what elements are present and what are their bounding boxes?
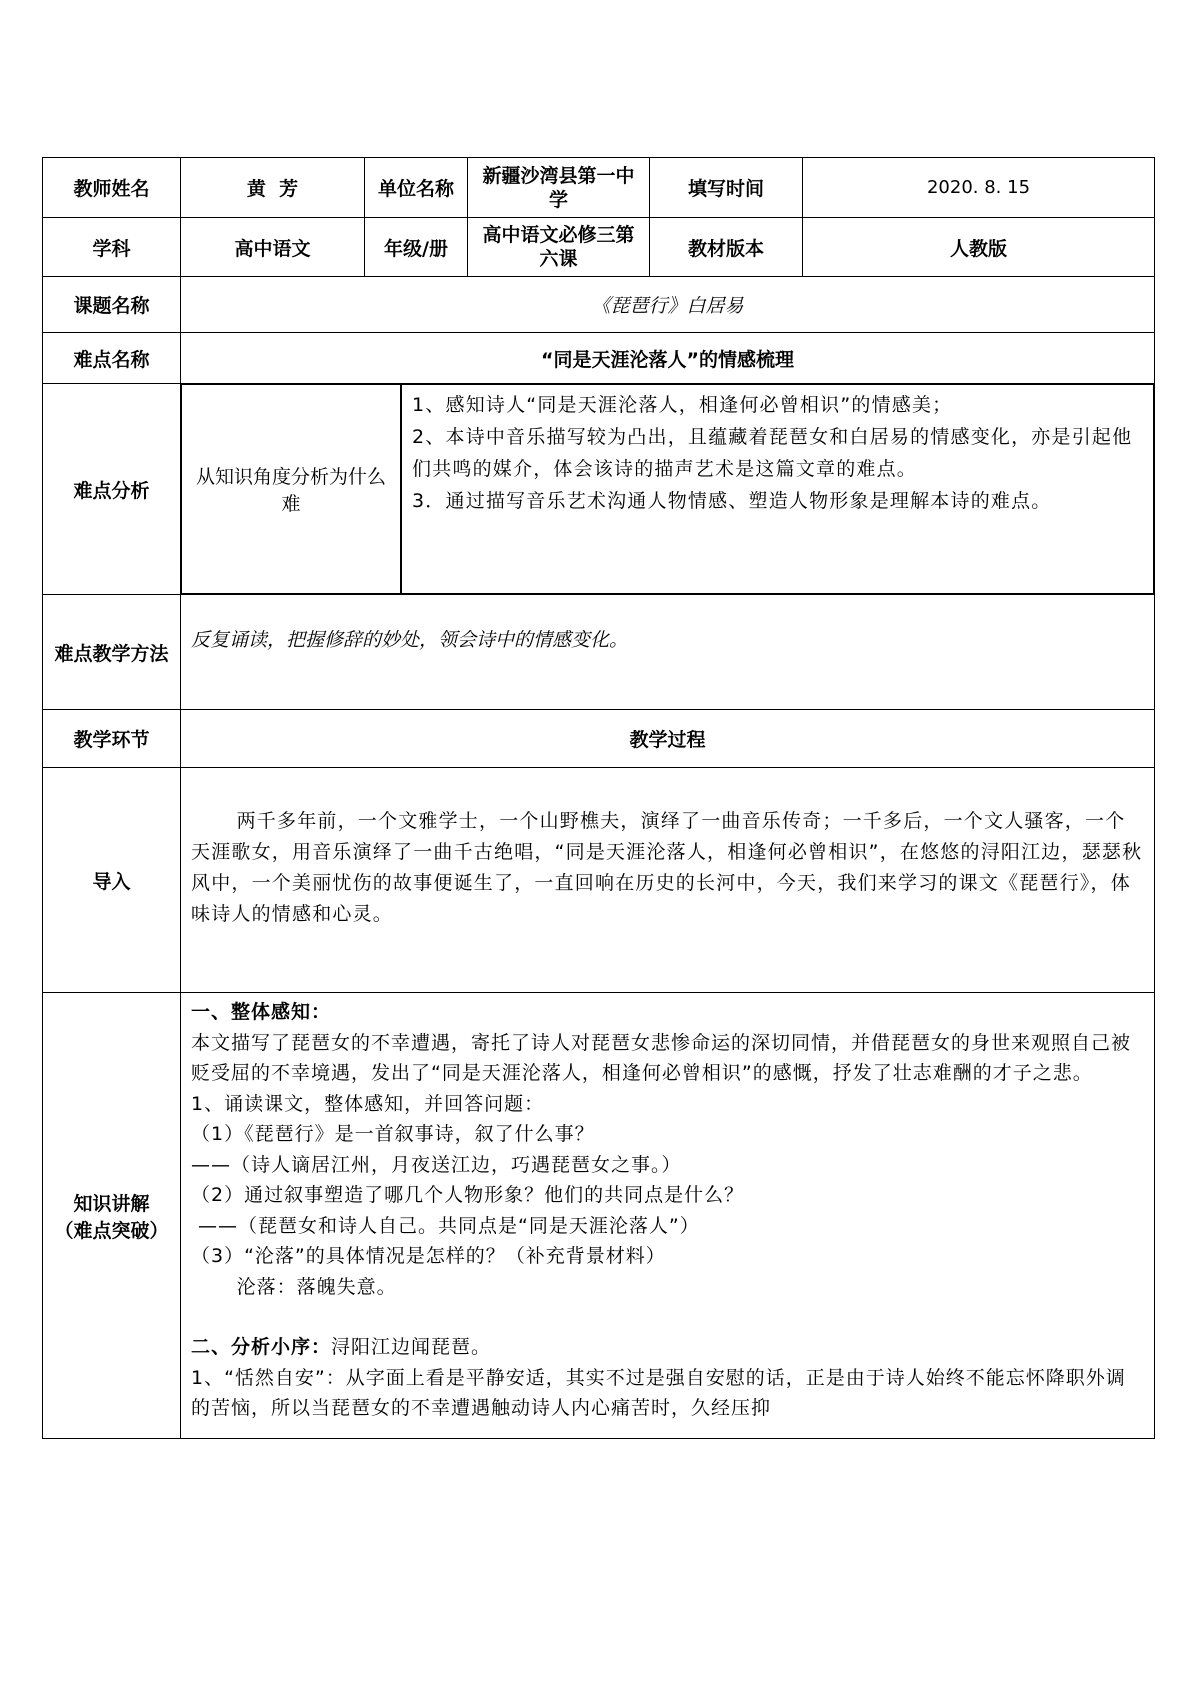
knowledge-cell [181,993,1155,1439]
method-label: 难点教学方法 [43,595,181,710]
section-2-text: 浔阳江边闻琵琶。 [331,1336,492,1358]
section-1-title: 一、整体感知： [191,1001,332,1023]
difficulty-label: 难点名称 [43,333,181,384]
subject-value: 高中语文 [181,218,365,277]
task-text: 1、诵读课文，整体感知，并回答问题： [191,1092,545,1115]
knowledge-label [43,993,181,1439]
topic-row [43,277,1155,333]
grade-value: 高中语文必修三第六课 [468,218,650,277]
summary-text: 本文描写了琵琶女的不幸遭遇，寄托了诗人对琵琶女悲惨命运的深切同情，并借琵琶女的身世来观照自己被贬受屈的不幸境遇，发出了“同是天涯沦落人，相逢何必曾相识”的感慨，抒发了壮志难酬的才子之悲。 [191,1031,1132,1084]
analysis-point-1: 1、感知诗人“同是天涯沦落人，相逢何必曾相识”的情感美； [412,394,953,416]
unit-label: 单位名称 [365,158,468,218]
lesson-plan-sheet [42,157,1154,1439]
method-value: 反复诵读，把握修辞的妙处，领会诗中的情感变化。 [181,595,1155,710]
header-row-1 [43,158,1155,218]
difficulty-value: “同是天涯沦落人”的情感梳理 [181,333,1155,384]
method-row [43,595,1155,710]
teacher-value: 黄 芳 [181,158,365,218]
analysis-label: 难点分析 [43,384,181,595]
process-label: 教学环节 [43,710,181,768]
analysis-subtable [181,384,1154,594]
answer-2: ——（琵琶女和诗人自己。共同点是“同是天涯沦落人”） [191,1214,700,1237]
question-2: （2）通过叙事塑造了哪几个人物形象？他们的共同点是什么？ [191,1184,745,1206]
section-2-title: 二、分析小序： [191,1336,332,1358]
analysis-point-3: 3．通过描写音乐艺术沟通人物情感、塑造人物形象是理解本诗的难点。 [412,490,1052,512]
process-value: 教学过程 [181,710,1155,768]
answer-3: 沦落：落魄失意。 [236,1275,397,1298]
unit-value: 新疆沙湾县第一中学 [468,158,650,218]
process-header-row [43,710,1155,768]
analysis-cell [181,384,1155,595]
topic-value: 《琵琶行》白居易 [181,277,1155,333]
analysis-sub-label: 从知识角度分析为什么难 [182,385,402,594]
intro-text: 两千多年前，一个文雅学士，一个山野樵夫，演绎了一曲音乐传奇；一千多后，一个文人骚客，一个天涯歌女，用音乐演绎了一曲千古绝唱，“同是天涯沦落人，相逢何必曾相识”，在悠悠的浔阳江边，瑟瑟秋风中，一个美丽忧伤的故事便诞生了，一直回响在历史的长河中，今天，我们来学习的课文《琵琶行》，体味诗人的情感和心灵。 [191,810,1143,925]
knowledge-label-line-2: （难点突破） [54,1219,169,1242]
date-value: 2020. 8. 15 [803,158,1155,218]
point-1-text: 1、“恬然自安”：从字面上看是平静安适，其实不过是强自安慰的话，正是由于诗人始终不能忘怀降职外调的苦恼，所以当琵琶女的不幸遭遇触动诗人内心痛苦时，久经压抑 [191,1366,1126,1419]
analysis-points [401,385,1154,594]
difficulty-row [43,333,1155,384]
date-label: 填写时间 [650,158,803,218]
knowledge-label-line-1: 知识讲解 [73,1192,150,1215]
intro-cell [181,768,1155,993]
edition-value: 人教版 [803,218,1155,277]
header-row-2 [43,218,1155,277]
analysis-point-2: 2、本诗中音乐描写较为凸出，且蕴藏着琵琶女和白居易的情感变化，亦是引起他们共鸣的媒介，体会该诗的描声艺术是这篇文章的难点。 [412,426,1133,480]
section-2-line [191,1332,1144,1363]
analysis-row [43,384,1155,595]
question-1: （1）《琵琶行》是一首叙事诗，叙了什么事？ [191,1123,595,1145]
topic-label: 课题名称 [43,277,181,333]
teacher-label: 教师姓名 [43,158,181,218]
intro-label: 导入 [43,768,181,993]
edition-label: 教材版本 [650,218,803,277]
knowledge-row [43,993,1155,1439]
answer-1: ——（诗人谪居江州，月夜送江边，巧遇琵琶女之事。） [191,1153,682,1176]
question-3: （3）“沦落”的具体情况是怎样的？（补充背景材料） [191,1245,666,1267]
subject-label: 学科 [43,218,181,277]
lesson-plan-table [42,157,1155,1439]
spacer [191,1302,1144,1332]
intro-row [43,768,1155,993]
grade-label: 年级/册 [365,218,468,277]
